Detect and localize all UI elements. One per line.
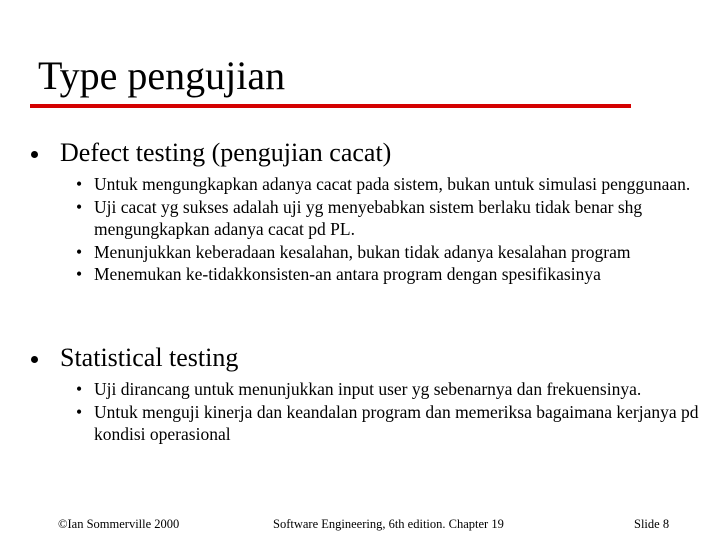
list-item: • Untuk mengungkapkan adanya cacat pada sistem, bukan untuk simulasi penggunaan. [76,174,691,194]
slide-title: Type pengujian [38,53,286,98]
section-heading: Statistical testing [60,343,239,372]
bullet-icon: • [76,264,83,284]
bullet-icon: • [76,379,83,399]
bullet-icon: • [76,241,83,262]
footer-copyright: ©Ian Sommerville 2000 [58,517,180,531]
bullet-dot-icon [31,356,38,363]
section-heading: Defect testing (pengujian cacat) [60,138,392,167]
bullet-icon: • [76,196,83,217]
list-item: • Untuk menguji kinerja dan keandalan program dan memeriksa bagaimana kerjanya pd kondisi operasional [76,401,699,444]
bullet-icon: • [76,174,83,194]
list-item: • Uji dirancang untuk menunjukkan input user yg sebenarnya dan frekuensinya. [76,379,642,399]
list-item: • Menunjukkan keberadaan kesalahan, bukan tidak adanya kesalahan program [76,241,631,262]
footer-slide-number: Slide 8 [634,517,670,531]
footer-course: Software Engineering, 6th edition. Chapter 19 [273,517,504,531]
statistical-testing-bullets [76,378,704,446]
defect-testing-bullets [76,173,704,286]
list-item: • Uji cacat yg sukses adalah uji yg menyebabkan sistem berlaku tidak benar shg mengungkapkan adanya cacat pd PL. [76,196,643,239]
bullet-dot-icon [31,151,38,158]
list-item: • Menemukan ke-tidakkonsisten-an antara program dengan spesifikasinya [76,264,601,284]
title-underline [30,104,631,108]
bullet-icon: • [76,401,83,422]
